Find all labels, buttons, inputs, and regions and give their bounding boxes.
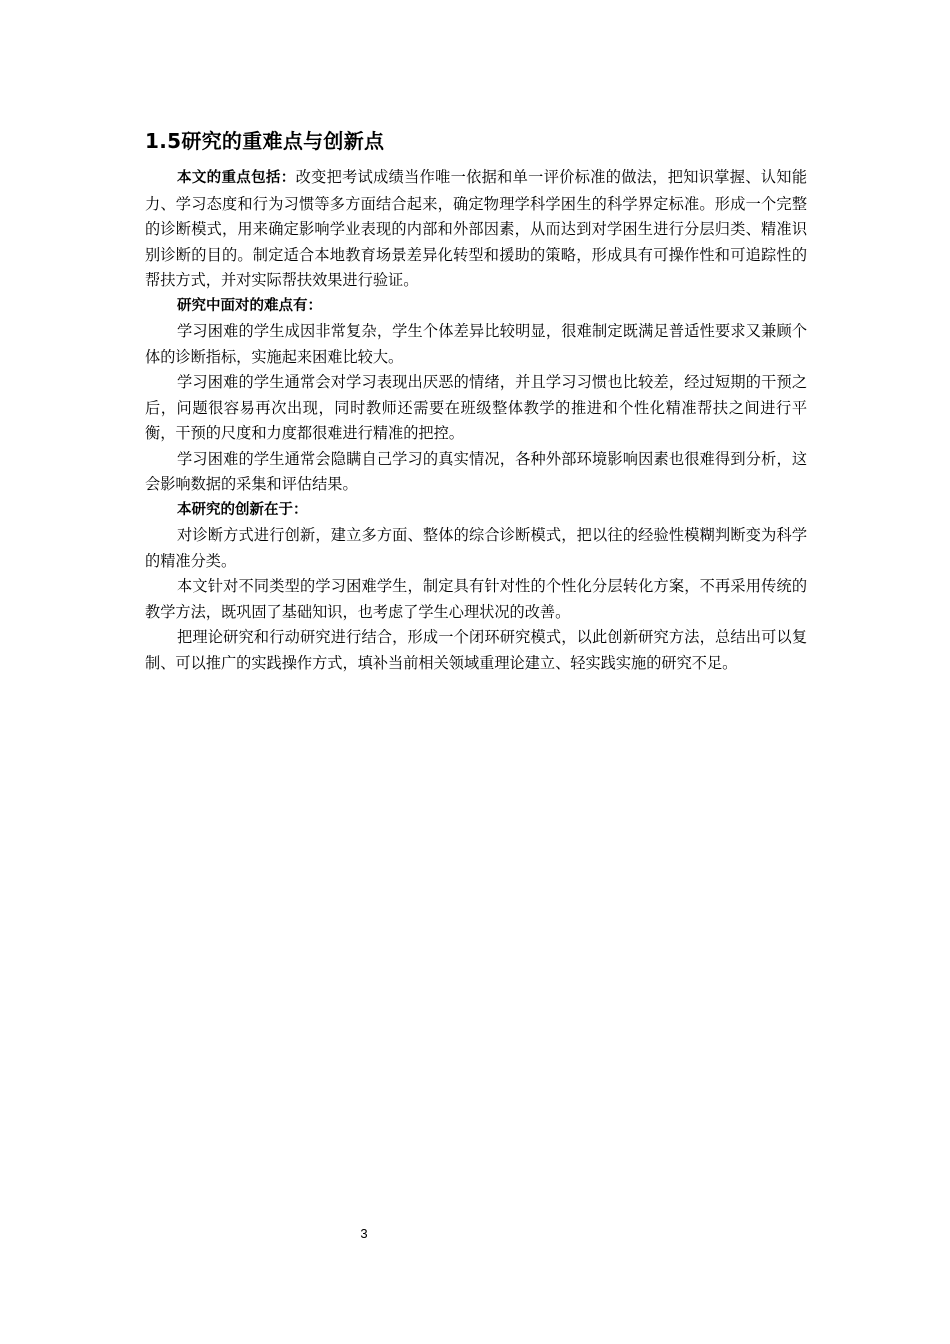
key-points-paragraph — [145, 165, 807, 294]
key-points-label: 本文的重点包括： — [177, 170, 296, 186]
innovation-paragraph-3: 把理论研究和行动研究进行结合，形成一个闭环研究模式，以此创新研究方法，总结出可以复制、可以推广的实践操作方式，填补当前相关领域重理论建立、轻实践实施的研究不足。 — [145, 628, 807, 672]
difficulty-paragraph-3: 学习困难的学生通常会隐瞒自己学习的真实情况，各种外部环境影响因素也很难得到分析，这会影响数据的采集和评估结果。 — [145, 449, 807, 493]
innovation-paragraph-1: 对诊断方式进行创新，建立多方面、整体的综合诊断模式，把以往的经验性模糊判断变为科学的精准分类。 — [145, 526, 807, 570]
section-heading: 1.5研究的重难点与创新点 — [145, 129, 385, 153]
innovations-heading: 本研究的创新在于： — [177, 501, 308, 518]
difficulty-paragraph-1: 学习困难的学生成因非常复杂，学生个体差异比较明显，很难制定既满足普适性要求又兼顾个体的诊断指标，实施起来困难比较大。 — [145, 322, 807, 366]
innovation-paragraph-2: 本文针对不同类型的学习困难学生，制定具有针对性的个性化分层转化方案，不再采用传统的教学方法，既巩固了基础知识，也考虑了学生心理状况的改善。 — [145, 577, 807, 621]
key-points-text: 改变把考试成绩当作唯一依据和单一评价标准的做法，把知识掌握、认知能力、学习态度和行为习惯等多方面结合起来，确定物理学科学困生的科学界定标准。形成一个完整的诊断模式，用来确定影响学业表现的内部和外部因素，从而达到对学困生进行分层归类、精准识别诊断的目的。制定适合本地教育场景差异化转型和援助的策略，形成具有可操作性和可追踪性的帮扶方式，并对实际帮扶效果进行验证。 — [145, 168, 807, 289]
document-body — [145, 126, 807, 676]
difficulty-paragraph-2: 学习困难的学生通常会对学习表现出厌恶的情绪，并且学习习惯也比较差，经过短期的干预之后，问题很容易再次出现，同时教师还需要在班级整体教学的推进和个性化精准帮扶之间进行平衡，干预的尺度和力度都很难进行精准的把控。 — [145, 373, 807, 442]
page-number: 3 — [360, 1226, 368, 1241]
difficulties-heading: 研究中面对的难点有： — [177, 297, 322, 314]
